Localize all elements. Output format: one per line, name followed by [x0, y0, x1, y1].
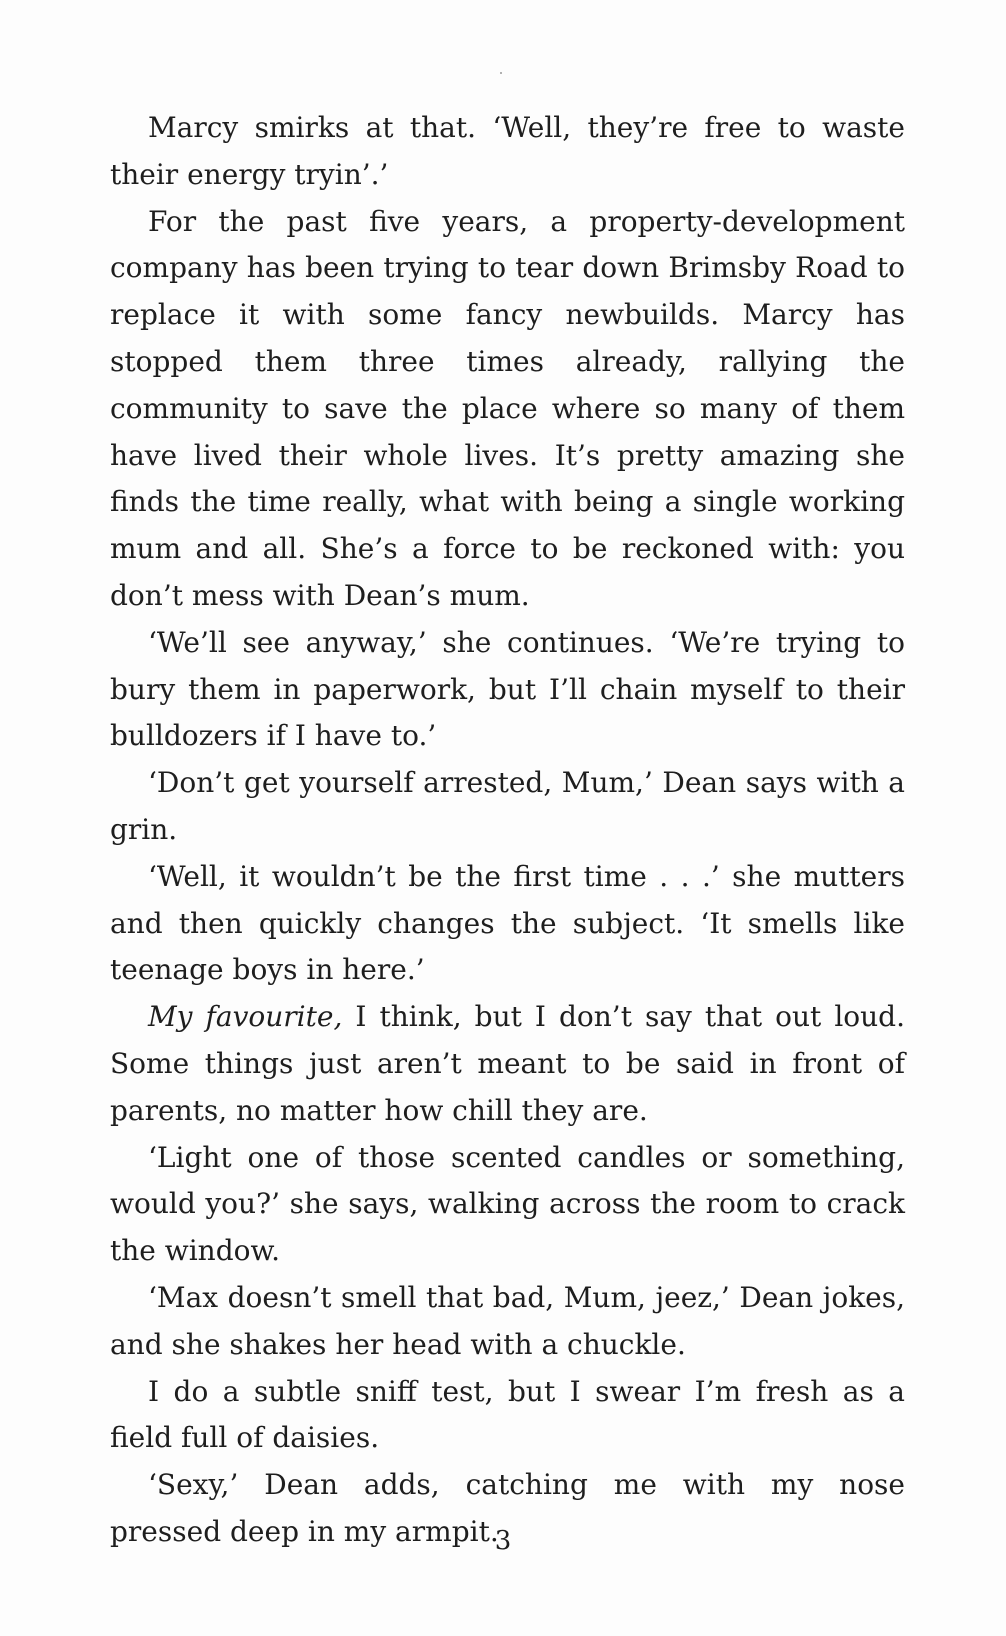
paragraph: For the past five years, a property-development company has been trying to tear down Brimsby Road to replace it with some fancy newbuilds. Marcy has stopped them three times already, rallying the community to save the place where so many of them have lived their whole lives. It’s pretty amazing she finds the time really, what with being a single working mum and all. She’s a force to be reckoned with: you don’t mess with Dean’s mum.: [110, 204, 905, 612]
paragraph-with-italic: [110, 994, 905, 1134]
paragraph-rest: I think, but I don’t say that out loud. Some things just aren’t meant to be said in front of parents, no matter how chill they are.: [110, 1000, 906, 1127]
paragraph: ‘Well, it wouldn’t be the first time . . .’ she mutters and then quickly changes the subject. ‘It smells like teenage boys in here.’: [110, 859, 905, 987]
body-text: [110, 105, 905, 1556]
page-number: 3: [494, 1526, 512, 1556]
paragraph: ‘Don’t get yourself arrested, Mum,’ Dean says with a grin.: [110, 766, 905, 846]
paragraph: ‘Light one of those scented candles or something, would you?’ she says, walking across the room to crack the window.: [110, 1140, 905, 1268]
paragraph: ‘Max doesn’t smell that bad, Mum, jeez,’ Dean jokes, and she shakes her head with a chuckle.: [110, 1280, 905, 1361]
paragraph: ‘We’ll see anyway,’ she continues. ‘We’re trying to bury them in paperwork, but I’ll chain myself to their bulldozers if I have to.’: [110, 625, 905, 753]
paragraph: I do a subtle sniff test, but I swear I’m fresh as a field full of daisies.: [110, 1374, 905, 1455]
print-speck: [500, 72, 502, 74]
paragraph: ‘Sexy,’ Dean adds, catching me with my nose pressed deep in my armpit.: [110, 1468, 905, 1548]
italic-phrase: My favourite,: [148, 1000, 343, 1034]
paragraph: Marcy smirks at that. ‘Well, they’re free to waste their energy tryin’.’: [110, 111, 905, 191]
